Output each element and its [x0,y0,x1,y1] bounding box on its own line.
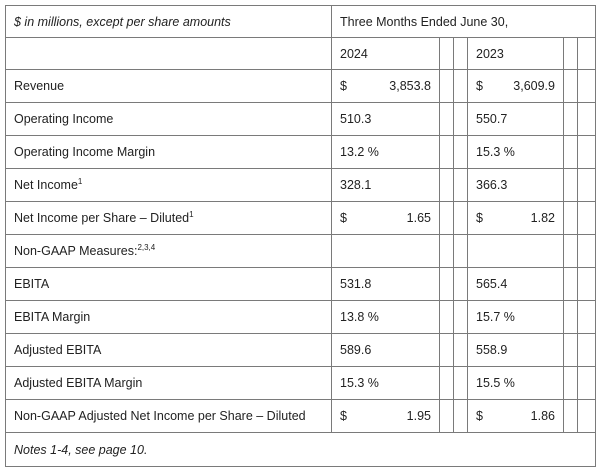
value-2024 [332,136,440,169]
spacer-cell [578,38,596,70]
value-2023 [468,334,564,367]
currency-symbol: $ [476,79,483,93]
spacer-cell [454,400,468,433]
value-amount: 15.3 % [476,145,515,159]
value-amount: 1.82 [530,211,555,225]
value-2023 [468,169,564,202]
currency-symbol: $ [340,79,347,93]
value-2024 [332,367,440,400]
spacer-cell [440,334,454,367]
table-row [6,202,596,235]
value-2023 [468,235,564,268]
spacer-cell [440,169,454,202]
spacer-cell [440,103,454,136]
spacer-cell [564,367,578,400]
table-body [6,6,596,433]
table-row [6,334,596,367]
spacer-cell [454,169,468,202]
row-label [6,70,332,103]
spacer-cell [564,268,578,301]
value-amount: 15.3 % [340,376,379,390]
value-amount: 13.2 % [340,145,379,159]
currency-symbol: $ [476,211,483,225]
row-label [6,400,332,433]
row-label [6,136,332,169]
value-2024 [332,268,440,301]
value-amount: 1.86 [530,409,555,423]
spacer-cell [440,38,454,70]
spacer-cell [454,268,468,301]
row-label-text: Net Income per Share – Diluted [14,211,190,225]
table-row [6,268,596,301]
spacer-cell [564,202,578,235]
header-blank-cell [6,38,332,70]
spacer-cell [454,136,468,169]
spacer-cell [440,301,454,334]
row-label-text: Operating Income [14,112,114,126]
value-2024 [332,334,440,367]
value-2023 [468,367,564,400]
value-amount: 558.9 [476,343,508,357]
spacer-cell [454,38,468,70]
value-amount: 15.7 % [476,310,515,324]
table-row [6,136,596,169]
value-amount: 565.4 [476,277,508,291]
value-amount: 366.3 [476,178,508,192]
value-2023 [468,301,564,334]
spacer-cell [564,169,578,202]
spacer-cell [564,70,578,103]
spacer-cell [578,334,596,367]
value-2024 [332,169,440,202]
table-row [6,169,596,202]
currency-symbol: $ [340,409,347,423]
value-2023 [468,202,564,235]
footnote-marker: 1 [77,177,83,186]
spacer-cell [454,70,468,103]
header-row-period [6,6,596,38]
value-amount: 589.6 [340,343,372,357]
spacer-cell [564,103,578,136]
spacer-cell [578,136,596,169]
value-amount: 510.3 [340,112,372,126]
value-2023 [468,400,564,433]
footnote-marker: 2,3,4 [137,243,156,252]
value-amount: 13.8 % [340,310,379,324]
spacer-cell [454,202,468,235]
spacer-cell [564,301,578,334]
units-note: $ in millions, except per share amounts [6,6,332,38]
spacer-cell [440,136,454,169]
spacer-cell [454,103,468,136]
value-2023 [468,268,564,301]
spacer-cell [564,136,578,169]
spacer-cell [440,235,454,268]
spacer-cell [564,334,578,367]
row-label-text: Adjusted EBITA [14,343,102,357]
value-2024 [332,202,440,235]
spacer-cell [440,268,454,301]
spacer-cell [440,202,454,235]
value-2024 [332,301,440,334]
spacer-cell [578,301,596,334]
value-amount: 1.95 [406,409,431,423]
row-label [6,235,332,268]
spacer-cell [440,400,454,433]
notes-text: Notes 1-4, see page 10. [6,433,596,467]
spacer-cell [454,334,468,367]
notes-row [6,433,596,467]
table-row [6,400,596,433]
value-2023 [468,136,564,169]
row-label-text: EBITA Margin [14,310,91,324]
table-row [6,301,596,334]
row-label [6,202,332,235]
spacer-cell [564,235,578,268]
value-amount: 15.5 % [476,376,515,390]
spacer-cell [564,400,578,433]
row-label-text: Adjusted EBITA Margin [14,376,143,390]
value-amount: 531.8 [340,277,372,291]
value-amount: 1.65 [406,211,431,225]
row-label-text: Non-GAAP Measures: [14,244,138,258]
row-label [6,268,332,301]
value-2024 [332,103,440,136]
spacer-cell [578,202,596,235]
row-label-text: Net Income [14,178,78,192]
financial-summary-table [5,5,596,467]
row-label-text: EBITA [14,277,50,291]
spacer-cell [440,70,454,103]
spacer-cell [454,367,468,400]
spacer-cell [440,367,454,400]
table-row [6,70,596,103]
spacer-cell [578,367,596,400]
value-2024 [332,235,440,268]
value-amount: 550.7 [476,112,508,126]
table-row [6,367,596,400]
row-label-text: Non-GAAP Adjusted Net Income per Share – Diluted [14,409,306,423]
row-label-text: Revenue [14,79,65,93]
spacer-cell [564,38,578,70]
row-label-text: Operating Income Margin [14,145,156,159]
value-amount: 3,853.8 [389,79,431,93]
currency-symbol: $ [340,211,347,225]
spacer-cell [578,103,596,136]
value-2024 [332,400,440,433]
row-label [6,334,332,367]
year-2023-header: 2023 [468,38,564,70]
spacer-cell [454,301,468,334]
value-amount: 3,609.9 [513,79,555,93]
spacer-cell [578,235,596,268]
row-label [6,367,332,400]
footnote-marker: 1 [189,210,194,219]
value-amount: 328.1 [340,178,372,192]
row-label [6,169,332,202]
row-label [6,301,332,334]
row-label [6,103,332,136]
value-2024 [332,70,440,103]
spacer-cell [578,70,596,103]
spacer-cell [578,400,596,433]
spacer-cell [454,235,468,268]
currency-symbol: $ [476,409,483,423]
table-row [6,235,596,268]
value-2023 [468,103,564,136]
spacer-cell [578,268,596,301]
table-row [6,103,596,136]
value-2023 [468,70,564,103]
year-2024-header: 2024 [332,38,440,70]
spacer-cell [578,169,596,202]
period-label: Three Months Ended June 30, [332,6,596,38]
header-row-years [6,38,596,70]
